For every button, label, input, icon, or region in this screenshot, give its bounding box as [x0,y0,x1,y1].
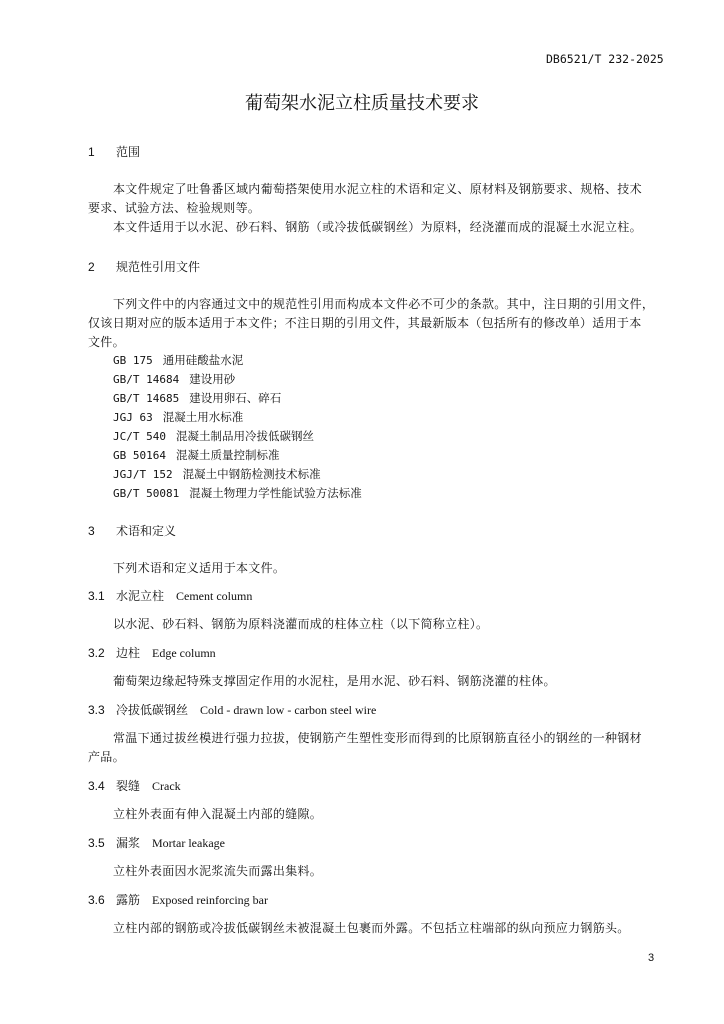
paragraph-line: 下列术语和定义适用于本文件。 [113,561,286,575]
reference-name: 混凝土制品用冷拔低碳钢丝 [175,429,314,443]
reference-name: 混凝土用水标准 [162,410,244,424]
term-heading [88,777,181,794]
reference-item [113,485,362,501]
document-number: DB6521/T 232-2025 [546,52,664,66]
section-title: 范围 [116,145,141,159]
section-heading-normative-references [88,258,200,275]
section-heading-terms [88,522,176,539]
term-definition: 立柱外表面因水泥浆流失而露出集料。 [113,864,323,878]
term-heading [88,701,376,718]
term-heading [88,891,268,908]
reference-name: 混凝土物理力学性能试验方法标准 [189,486,362,500]
reference-name: 建设用卵石、碎石 [189,391,282,405]
term-definition: 以水泥、砂石料、钢筋为原料浇灌而成的柱体立柱（以下简称立柱）。 [113,617,489,631]
term-number: 3.4 [88,779,105,793]
paragraph-line: 本文件规定了吐鲁番区域内葡萄搭架使用水泥立柱的术语和定义、原材料及钢筋要求、规格、技术 [113,182,642,196]
term-en: Cold - drawn low - carbon steel wire [200,703,377,717]
reference-code: JGJ/T 152 [113,468,173,481]
term-zh: 裂缝 [116,779,141,793]
reference-code: GB/T 14684 [113,373,180,386]
term-definition: 产品。 [88,750,125,764]
paragraph-line: 本文件适用于以水泥、砂石料、钢筋（或冷拔低碳钢丝）为原料，经浇灌而成的混凝土水泥立柱。 [113,220,642,234]
section-title: 规范性引用文件 [116,260,201,274]
term-number: 3.2 [88,646,105,660]
reference-code: GB 50164 [113,449,166,462]
section-heading-scope [88,143,140,160]
term-en: Edge column [152,646,216,660]
page-title: 葡萄架水泥立柱质量技术要求 [245,93,479,114]
reference-code: JC/T 540 [113,430,166,443]
paragraph-line: 下列文件中的内容通过文中的规范性引用而构成本文件必不可少的条款。其中，注日期的引用文件， [113,297,655,311]
section-number: 3 [88,524,95,538]
term-definition: 立柱内部的钢筋或冷拔低碳钢丝未被混凝土包裹而外露。不包括立柱端部的纵向预应力钢筋头。 [113,921,630,935]
reference-item [113,352,243,368]
term-zh: 边柱 [116,646,141,660]
reference-item [113,390,281,406]
term-zh: 露筋 [116,893,141,907]
reference-name: 通用硅酸盐水泥 [162,353,244,367]
reference-item [113,371,235,387]
paragraph-line: 仅该日期对应的版本适用于本文件；不注日期的引用文件，其最新版本（包括所有的修改单）适用于本 [88,316,642,330]
term-number: 3.1 [88,589,105,603]
term-zh: 漏浆 [116,836,141,850]
term-heading [88,834,225,851]
term-zh: 水泥立柱 [116,589,165,603]
term-heading [88,587,252,604]
reference-item [113,447,279,463]
term-number: 3.5 [88,836,105,850]
reference-code: JGJ 63 [113,411,153,424]
term-definition: 葡萄架边缘起特殊支撑固定作用的水泥柱，是用水泥、砂石料、钢筋浇灌的柱体。 [113,674,556,688]
paragraph-line: 文件。 [88,335,125,349]
reference-code: GB/T 50081 [113,487,180,500]
page-number: 3 [648,952,655,964]
reference-name: 混凝土质量控制标准 [175,448,280,462]
term-number: 3.6 [88,893,105,907]
reference-name: 混凝土中钢筋检测技术标准 [182,467,321,481]
section-title: 术语和定义 [116,524,177,538]
term-number: 3.3 [88,703,105,717]
term-en: Crack [152,779,181,793]
section-number: 2 [88,260,95,274]
reference-code: GB/T 14685 [113,392,180,405]
reference-item [113,466,321,482]
term-en: Exposed reinforcing bar [152,893,268,907]
term-zh: 冷拔低碳钢丝 [116,703,189,717]
term-definition: 立柱外表面有伸入混凝土内部的缝隙。 [113,807,323,821]
term-en: Cement column [176,589,253,603]
term-en: Mortar leakage [152,836,225,850]
paragraph-line: 要求、试验方法、检验规则等。 [88,201,261,215]
reference-item [113,409,243,425]
term-definition: 常温下通过拔丝模进行强力拉拔，使钢筋产生塑性变形而得到的比原钢筋直径小的钢丝的一种钢材 [113,731,642,745]
section-number: 1 [88,145,95,159]
reference-item [113,428,314,444]
term-heading [88,644,216,661]
reference-name: 建设用砂 [189,372,236,386]
reference-code: GB 175 [113,354,153,367]
